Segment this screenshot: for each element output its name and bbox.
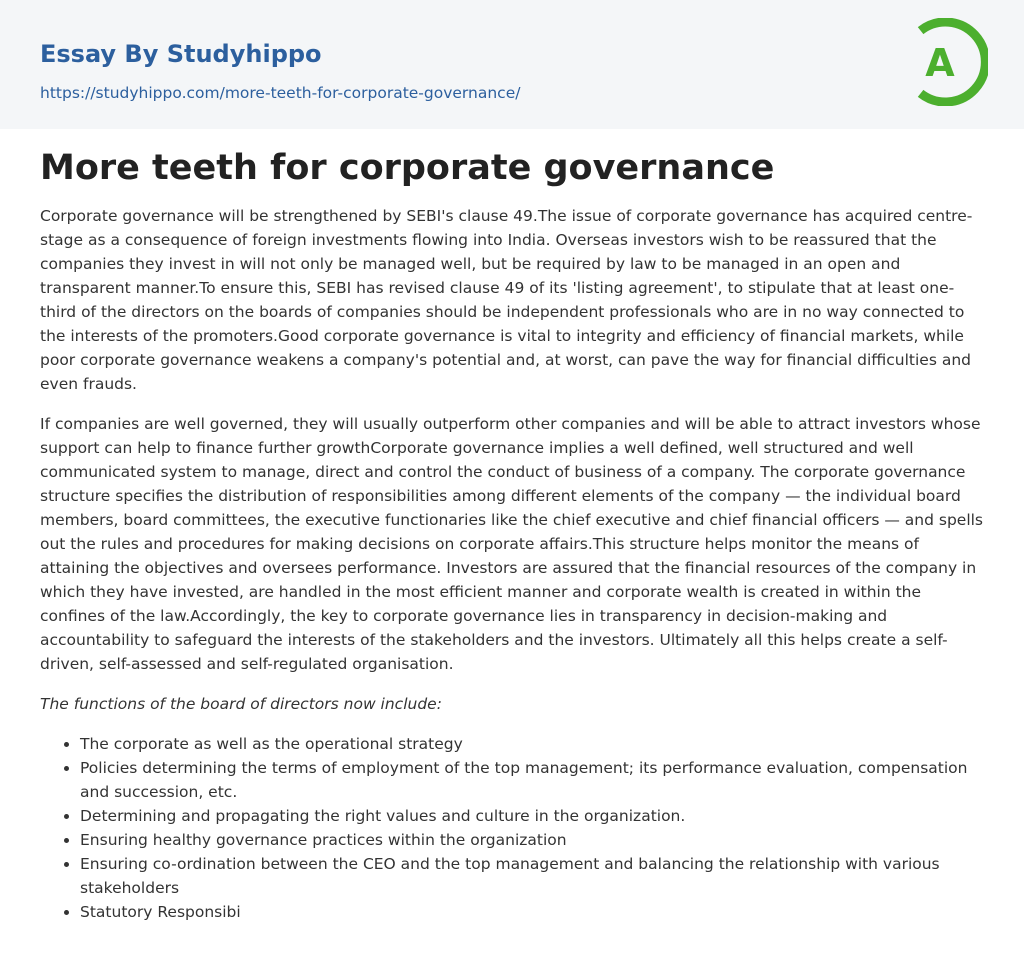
page-title: More teeth for corporate governance xyxy=(40,148,775,188)
list-item: • The corporate as well as the operational strategy xyxy=(80,732,986,756)
list-item: • Statutory Responsibi xyxy=(80,900,986,924)
brand-title[interactable]: Essay By Studyhippo xyxy=(40,40,322,68)
list-item: • Ensuring co-ordination between the CEO and the top management and balancing the relationship with various stakeholders xyxy=(80,852,986,900)
paragraph-1: Corporate governance will be strengthened by SEBI's clause 49.The issue of corporate governance has acquired centre-stage as a consequence of foreign investments flowing into India. Overseas investors wish to be reassured that the companies they invest in will not only be managed well, but be required by law to be managed in an open and transparent manner.To ensure this, SEBI has revised clause 49 of its 'listing agreement', to stipulate that at least one-third of the directors on the boards of companies should be independent professionals who are in no way connected to the interests of the promoters.Good corporate governance is vital to integrity and efficiency of financial markets, while poor corporate governance weakens a company's potential and, at worst, can pave the way for financial difficulties and even frauds. xyxy=(40,207,973,393)
logo-letter: A xyxy=(925,41,955,85)
site-header xyxy=(0,0,1024,129)
list-item: • Determining and propagating the right values and culture in the organization. xyxy=(80,804,986,828)
list-item: • Policies determining the terms of employment of the top management; its performance evaluation, compensation and succession, etc. xyxy=(80,756,986,804)
paragraph-2: If companies are well governed, they will usually outperform other companies and will be able to attract investors whose support can help to finance further growthCorporate governance implies a well defined, well structured and well communicated system to manage, direct and control the conduct of business of a company. The corporate governance structure specifies the distribution of responsibilities among different elements of the company — the individual board members, board committees, the executive functionaries like the chief executive and chief financial officers — and spells out the rules and procedures for making decisions on corporate affairs.This structure helps monitor the means of attaining the objectives and oversees performance. Investors are assured that the financial resources of the company in which they have invested, are handled in the most efficient manner and corporate wealth is created in within the confines of the law.Accordingly, the key to corporate governance lies in transparency in decision-making and accountability to safeguard the interests of the stakeholders and the investors. Ultimately all this helps create a self-driven, self-assessed and self-regulated organisation. xyxy=(40,415,984,673)
list-item: • Ensuring healthy governance practices within the organization xyxy=(80,828,986,852)
list-intro: The functions of the board of directors now include: xyxy=(40,695,442,713)
studyhippo-logo-icon[interactable] xyxy=(900,18,988,106)
article-body xyxy=(40,146,986,924)
article-url-link[interactable]: https://studyhippo.com/more-teeth-for-corporate-governance/ xyxy=(40,84,521,102)
board-functions-list xyxy=(40,732,986,924)
